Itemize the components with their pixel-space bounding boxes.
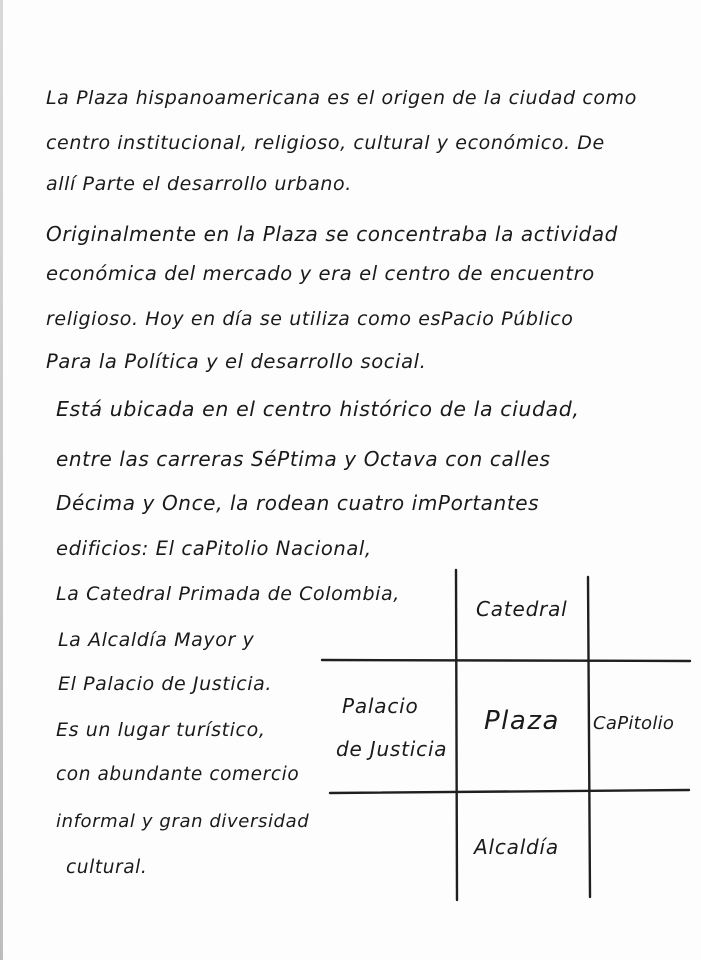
text-line: religioso. Hoy en día se utiliza como esPacio Público <box>46 308 574 330</box>
text-line: La Plaza hispanoamericana es el origen de la ciudad como <box>46 87 637 109</box>
text-line: Está ubicada en el centro histórico de la ciudad, <box>56 397 580 421</box>
text-line: Originalmente en la Plaza se concentraba la actividad <box>46 222 618 246</box>
grid-line-horizontal-bottom <box>330 790 689 793</box>
grid-line-vertical-left <box>456 570 457 900</box>
cell-label-plaza: Plaza <box>484 706 560 736</box>
text-line: Décima y Once, la rodean cuatro imPortantes <box>56 491 540 515</box>
text-line: Es un lugar turístico, <box>56 719 266 741</box>
text-line: La Catedral Primada de Colombia, <box>56 583 400 605</box>
text-line: Para la Política y el desarrollo social. <box>46 350 427 373</box>
cell-label-palacio-line2: de Justicia <box>336 737 448 761</box>
text-line: El Palacio de Justicia. <box>58 673 273 695</box>
cell-label-alcaldia: Alcaldía <box>474 835 559 859</box>
grid-line-vertical-right <box>588 577 590 897</box>
text-line: con abundante comercio <box>56 764 300 785</box>
text-line: La Alcaldía Mayor y <box>58 629 255 651</box>
text-line: entre las carreras SéPtima y Octava con calles <box>56 447 551 471</box>
text-line: económica del mercado y era el centro de encuentro <box>46 262 595 285</box>
text-line: edificios: El caPitolio Nacional, <box>56 537 372 560</box>
text-line: informal y gran diversidad <box>56 811 310 832</box>
grid-line-horizontal-top <box>322 660 690 661</box>
text-line: cultural. <box>66 857 148 878</box>
cell-label-palacio-line1: Palacio <box>342 694 419 718</box>
text-line: allí Parte el desarrollo urbano. <box>46 173 352 195</box>
text-line: centro institucional, religioso, cultural y económico. De <box>46 132 605 154</box>
cell-label-capitolio: CaPitolio <box>593 713 675 734</box>
cell-label-catedral: Catedral <box>476 597 568 621</box>
